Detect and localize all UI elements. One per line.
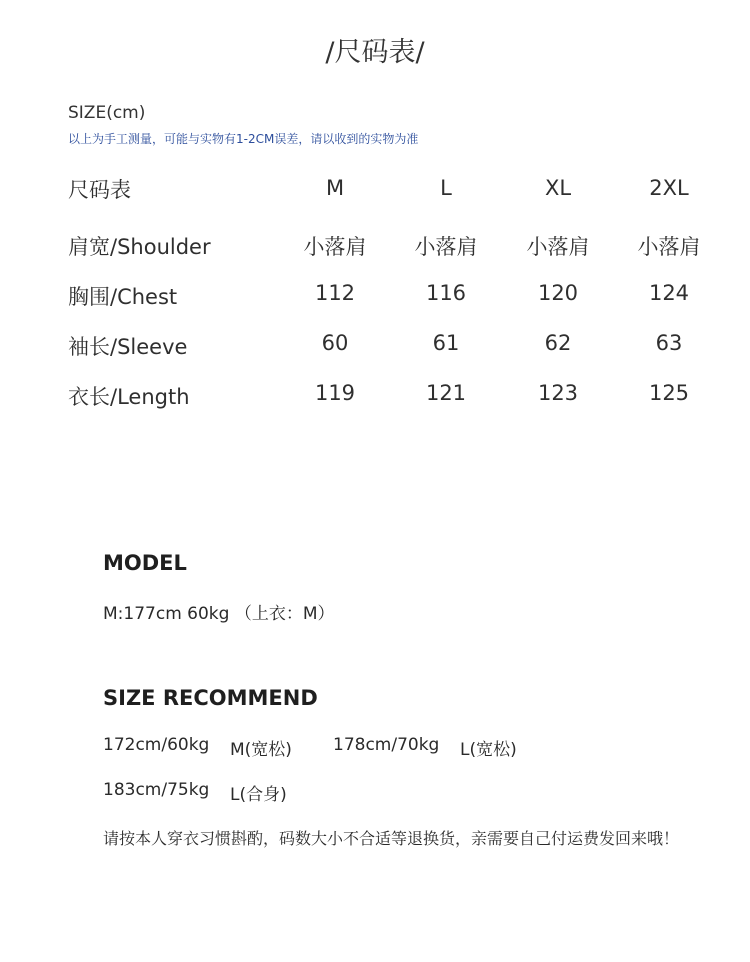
table-header-label: 尺码表 <box>68 178 131 202</box>
return-policy-note: 请按本人穿衣习惯斟酌，码数大小不合适等退换货，亲需要自己付运费发回来哦！ <box>103 829 680 848</box>
table-cell: 112 <box>314 281 356 305</box>
table-cell: 63 <box>655 331 683 355</box>
recommend-size-2: L(宽松) <box>460 740 517 760</box>
row-label: 衣长/Length <box>68 385 190 409</box>
table-cell: 123 <box>537 381 579 405</box>
table-cell: 124 <box>648 281 690 305</box>
recommend-size-3: L(合身) <box>230 785 287 805</box>
model-heading: MODEL <box>103 551 187 575</box>
table-cell: 小落肩 <box>637 235 701 259</box>
row-label: 肩宽/Shoulder <box>68 235 211 259</box>
row-label: 袖长/Sleeve <box>68 335 188 359</box>
table-cell: 小落肩 <box>303 235 367 259</box>
size-header-2xl: 2XL <box>649 176 689 200</box>
page-title: /尺码表/ <box>325 37 425 68</box>
table-cell: 120 <box>537 281 579 305</box>
table-cell: 小落肩 <box>414 235 478 259</box>
size-header-xl: XL <box>544 176 572 200</box>
table-cell: 125 <box>648 381 690 405</box>
size-header-m: M <box>325 176 345 200</box>
table-cell: 62 <box>544 331 572 355</box>
recommend-body-3: 183cm/75kg <box>103 780 210 800</box>
recommend-heading: SIZE RECOMMEND <box>103 686 318 710</box>
recommend-body-2: 178cm/70kg <box>333 735 440 755</box>
size-header-l: L <box>440 176 452 200</box>
table-cell: 119 <box>314 381 356 405</box>
size-unit-label: SIZE(cm) <box>68 103 146 123</box>
table-cell: 121 <box>425 381 467 405</box>
table-cell: 小落肩 <box>526 235 590 259</box>
recommend-size-1: M(宽松) <box>230 740 292 760</box>
measurement-note: 以上为手工测量，可能与实物有1-2CM误差，请以收到的实物为准 <box>68 132 419 146</box>
table-cell: 116 <box>425 281 467 305</box>
table-cell: 60 <box>321 331 349 355</box>
table-cell: 61 <box>432 331 460 355</box>
model-info: M:177cm 60kg （上衣：M） <box>103 604 335 624</box>
row-label: 胸围/Chest <box>68 285 178 309</box>
recommend-body-1: 172cm/60kg <box>103 735 210 755</box>
